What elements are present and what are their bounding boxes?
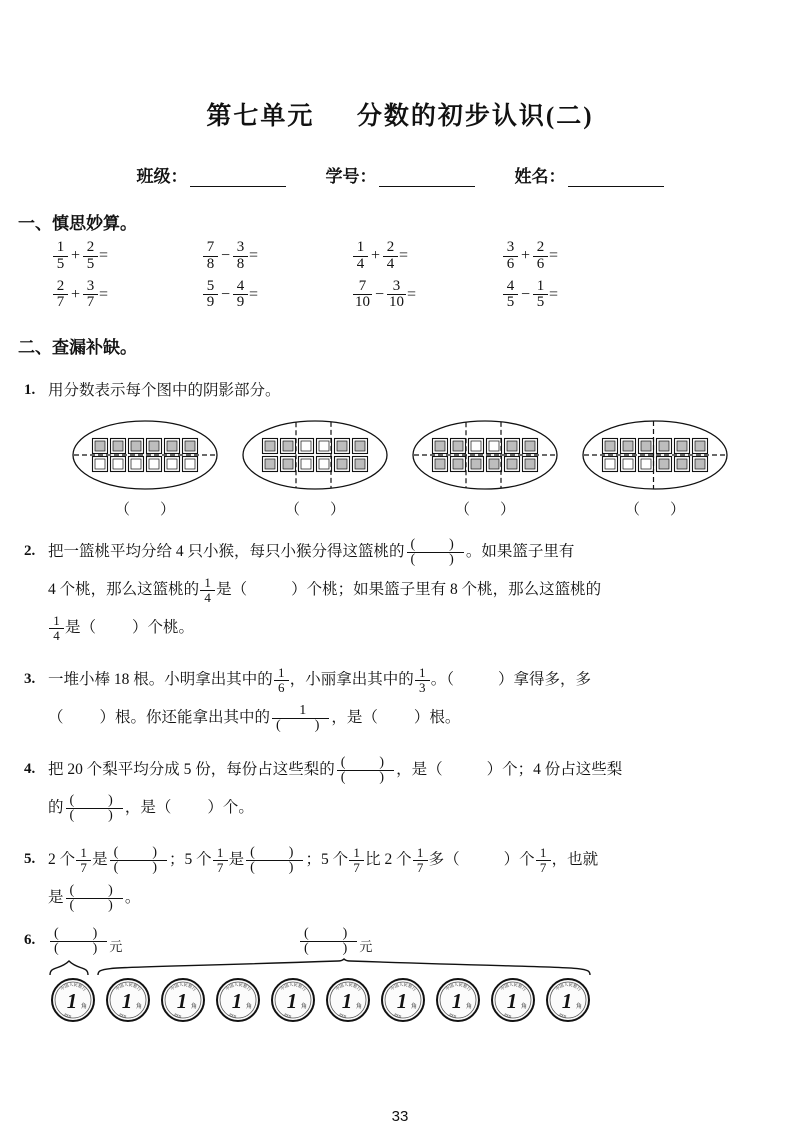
coin-icon [213, 975, 263, 1025]
question-5 [24, 841, 800, 917]
equals-sign: = [99, 247, 109, 265]
section-1-heading: 一、慎思妙算。 [18, 214, 137, 233]
coin-bank-text: 中国人民银行 [499, 981, 528, 992]
coin-bank-text: 中国人民银行 [279, 981, 308, 992]
q5-l1-f: 比 2 个 [365, 850, 412, 868]
fraction-operand-b: $\frac{1}{5}$ [533, 279, 548, 312]
name-field [515, 162, 664, 187]
q5-l2-b: 。 [124, 888, 141, 906]
coin-bank-text: 中国人民银行 [444, 981, 473, 992]
q5-l1-e: ；5 个 [305, 850, 349, 868]
square-shaded [453, 441, 463, 451]
coin-icon [268, 975, 318, 1025]
student-id-input-blank[interactable] [379, 171, 475, 187]
coin-unit-text: 角 [190, 1003, 198, 1010]
ellipse-outline [243, 421, 387, 489]
question-4-number: 4. [24, 760, 36, 777]
fraction-operand-b: $\frac{2}{4}$ [383, 240, 398, 273]
coin-unit-text: 角 [520, 1003, 528, 1010]
question-3-line-2 [48, 699, 800, 737]
square-unshaded [623, 459, 633, 469]
class-input-blank[interactable] [190, 171, 286, 187]
figure-answer-blank[interactable]: （ ） [454, 501, 515, 518]
coin-year-text: 2005 [118, 1012, 127, 1019]
ellipse-diagram [581, 418, 729, 492]
q2-l3-b: ）个桃。 [132, 618, 195, 636]
coin-year-text: 2005 [503, 1012, 512, 1019]
q4-l2-b: ，是（ [124, 798, 172, 816]
q5-l2-a: 是 [48, 888, 64, 906]
q6-braces [48, 957, 800, 975]
coin-icon [103, 975, 153, 1025]
square-shaded [337, 459, 347, 469]
q5-l1-a: 2 个 [48, 850, 76, 868]
coin-bank-text: 中国人民银行 [114, 981, 143, 992]
q3-l1-c: 。（ [430, 670, 455, 688]
square-shaded [659, 459, 669, 469]
q2-l1-b: 。如果篮子里有 [465, 542, 575, 560]
square-unshaded [131, 459, 141, 469]
question-5-number: 5. [24, 850, 36, 867]
question-4 [24, 751, 800, 827]
coin-value-text: 1 [176, 988, 188, 1013]
q4-blank-fraction-2[interactable]: $\frac{( )}{( )}$ [66, 794, 123, 823]
calc-problem[interactable] [352, 240, 502, 273]
q4-l2-c: ）个。 [207, 798, 254, 816]
coin-unit-text: 角 [575, 1003, 583, 1010]
q6-blank-fraction-left[interactable]: $\frac{( )}{( )}$ [50, 927, 107, 956]
coin-icon [323, 975, 373, 1025]
square-shaded [149, 441, 159, 451]
question-2-number: 2. [24, 542, 36, 559]
operator-symbol: + [521, 247, 531, 265]
square-unshaded [95, 459, 105, 469]
equals-sign: = [99, 285, 109, 303]
q5-blank-fraction-1[interactable]: $\frac{( )}{( )}$ [110, 846, 167, 875]
calc-problem[interactable] [52, 240, 202, 273]
operator-symbol: − [521, 285, 531, 303]
calc-problem[interactable] [502, 240, 652, 273]
coin-year-text: 2005 [63, 1012, 72, 1019]
coin-value-text: 1 [121, 988, 133, 1013]
coin-unit-text: 角 [135, 1003, 143, 1010]
q5-blank-fraction-3[interactable]: $\frac{( )}{( )}$ [66, 884, 123, 913]
square-shaded [507, 441, 517, 451]
ellipse-diagram [241, 418, 389, 492]
question-5-line-1 [48, 841, 800, 879]
q6-right-unit: 元 [359, 938, 373, 954]
calc-row [52, 279, 800, 312]
coin-unit-text: 角 [410, 1003, 418, 1010]
shaded-figure-row [0, 418, 800, 519]
coin-unit-text: 角 [80, 1003, 88, 1010]
question-4-line-2 [48, 789, 800, 827]
question-1-text: 用分数表示每个图中的阴影部分。 [48, 382, 281, 399]
coin-value-text: 1 [231, 988, 243, 1013]
coin-unit-text: 角 [355, 1003, 363, 1010]
q3-l2-c: ，是（ [331, 708, 378, 726]
q6-left-unit: 元 [109, 938, 123, 954]
operator-symbol: − [221, 247, 231, 265]
q6-left-label [48, 927, 122, 956]
figure-answer-blank[interactable]: （ ） [284, 501, 345, 518]
square-shaded [283, 441, 293, 451]
question-1-number: 1. [24, 382, 36, 398]
coin-value-text: 1 [396, 988, 408, 1013]
large-brace-icon [98, 959, 590, 975]
square-shaded [283, 459, 293, 469]
q2-l3-a: 是（ [65, 618, 97, 636]
q5-l1-h: ）个 [503, 850, 535, 868]
coin-bank-text: 中国人民银行 [59, 981, 88, 992]
q5-blank-fraction-2[interactable]: $\frac{( )}{( )}$ [246, 846, 303, 875]
page-number: 33 [391, 1108, 409, 1125]
title-topic: 分数的初步认识(二) [356, 103, 594, 130]
q3-blank-denominator-fraction[interactable]: $\frac{1}{( )}$ [272, 704, 329, 733]
square-shaded [695, 459, 705, 469]
q2-blank-fraction[interactable]: $\frac{( )}{( )}$ [407, 538, 464, 567]
operator-symbol: − [375, 285, 385, 303]
square-unshaded [319, 441, 329, 451]
fraction-operand-a: $\frac{1}{5}$ [53, 240, 68, 273]
coin-year-text: 2005 [228, 1012, 237, 1019]
coin-value-text: 1 [451, 988, 463, 1013]
square-unshaded [605, 459, 615, 469]
fraction-operand-b: $\frac{2}{6}$ [533, 240, 548, 273]
square-shaded [659, 441, 669, 451]
brace-group [48, 957, 648, 977]
coin-value-text: 1 [286, 988, 298, 1013]
coin-icon [378, 975, 428, 1025]
fraction-operand-a: $\frac{3}{6}$ [503, 240, 518, 273]
figure-answer-blank[interactable]: （ ） [114, 501, 175, 518]
coin-value-text: 1 [66, 988, 78, 1013]
q3-l2-d: ）根。 [413, 708, 461, 726]
question-6-number: 6. [24, 931, 36, 948]
square-shaded [131, 441, 141, 451]
coin-icon [488, 975, 538, 1025]
calc-row [52, 240, 800, 273]
coin-row [48, 975, 800, 1025]
fraction-operand-b: $\frac{3}{10}$ [389, 277, 405, 311]
square-shaded [677, 441, 687, 451]
square-unshaded [149, 459, 159, 469]
q2-l2-c: ）个桃；如果篮子里有 8 个桃，那么这篮桃的 [291, 580, 602, 598]
square-shaded [489, 459, 499, 469]
square-shaded [435, 459, 445, 469]
square-shaded [265, 459, 275, 469]
q4-l2-a: 的 [48, 798, 64, 816]
coin-value-text: 1 [341, 988, 353, 1013]
operator-symbol: + [71, 247, 81, 265]
fraction-operand-a: $\frac{2}{7}$ [53, 279, 68, 312]
question-3-line-1 [48, 661, 800, 699]
coin-value-text: 1 [506, 988, 518, 1013]
ellipse-diagram [71, 418, 219, 492]
small-brace-icon [50, 961, 88, 975]
fraction-operand-a: $\frac{1}{4}$ [353, 240, 368, 273]
question-3-number: 3. [24, 670, 36, 687]
q3-l1-d: ）拿得多，多 [498, 670, 592, 688]
calculation-problems [0, 240, 800, 311]
question-2 [24, 533, 800, 647]
question-2-line-2 [48, 571, 800, 609]
question-6-labels [48, 925, 800, 957]
square-shaded [265, 441, 275, 451]
q6-right-label [298, 927, 372, 956]
figure-three-fourths [581, 418, 729, 519]
fraction-operand-b: $\frac{3}{7}$ [83, 279, 98, 312]
class-label: 班级： [136, 167, 188, 186]
coin-year-text: 2005 [338, 1012, 347, 1019]
calc-problem[interactable] [352, 279, 502, 312]
q5-fraction-3: $\frac{1}{7}$ [349, 846, 364, 874]
square-shaded [355, 441, 365, 451]
coin-icon [433, 975, 483, 1025]
q6-blank-fraction-right[interactable]: $\frac{( )}{( )}$ [300, 927, 357, 956]
q4-l1-b: ，是（ [396, 760, 443, 778]
square-shaded [605, 441, 615, 451]
student-info-row [0, 162, 800, 187]
figure-answer-blank[interactable]: （ ） [624, 501, 685, 518]
square-shaded [167, 441, 177, 451]
fraction-operand-a: $\frac{4}{5}$ [503, 279, 518, 312]
equals-sign: = [249, 247, 259, 265]
q3-l1-a: 一堆小棒 18 根。小明拿出其中的 [48, 670, 273, 688]
coin-bank-text: 中国人民银行 [389, 981, 418, 992]
question-3 [24, 661, 800, 737]
equals-sign: = [399, 247, 409, 265]
fraction-operand-a: $\frac{7}{10}$ [355, 277, 370, 311]
operator-symbol: + [71, 285, 81, 303]
figure-two-thirds-vertical [241, 418, 389, 519]
square-shaded [525, 441, 535, 451]
q4-l1-a: 把 20 个梨平均分成 5 份，每份占这些梨的 [48, 760, 335, 778]
fraction-operand-b: $\frac{3}{8}$ [233, 240, 248, 273]
question-4-line-1 [48, 751, 800, 789]
equals-sign: = [549, 247, 559, 265]
q5-fraction-5: $\frac{1}{7}$ [536, 846, 551, 874]
square-unshaded [471, 441, 481, 451]
square-shaded [435, 441, 445, 451]
q2-l1-a: 把一篮桃平均分给 4 只小猴，每只小猴分得这篮桃的 [48, 542, 405, 560]
q3-l2-a: （ [48, 708, 64, 726]
class-field [137, 162, 286, 187]
square-shaded [507, 459, 517, 469]
fraction-operand-a: $\frac{5}{9}$ [203, 279, 218, 312]
coin-bank-text: 中国人民银行 [554, 981, 583, 992]
square-shaded [185, 441, 195, 451]
section-2-heading: 二、查漏补缺。 [18, 338, 137, 357]
square-shaded [641, 441, 651, 451]
q5-fraction-2: $\frac{1}{7}$ [213, 846, 228, 874]
q2-fraction-one-fourth: $\frac{1}{4}$ [200, 576, 215, 604]
coin-unit-text: 角 [465, 1003, 473, 1010]
q2-l2-b: 是（ [216, 580, 248, 598]
square-shaded [453, 459, 463, 469]
ellipse-diagram [411, 418, 559, 492]
calc-problem[interactable] [202, 240, 352, 273]
equals-sign: = [549, 285, 559, 303]
q5-l1-c: ；5 个 [168, 850, 212, 868]
q3-fraction-one-third: $\frac{1}{3}$ [415, 666, 430, 694]
coin-icon [543, 975, 593, 1025]
name-label: 姓名： [514, 167, 566, 186]
q5-fraction-4: $\frac{1}{7}$ [413, 846, 428, 874]
q2-fraction-one-fourth-2: $\frac{1}{4}$ [49, 614, 64, 642]
equals-sign: = [249, 285, 259, 303]
coin-value-text: 1 [561, 988, 573, 1013]
square-unshaded [489, 441, 499, 451]
q5-fraction-1: $\frac{1}{7}$ [76, 846, 91, 874]
fraction-operand-b: $\frac{4}{9}$ [233, 279, 248, 312]
q3-l2-b: ）根。你还能拿出其中的 [99, 708, 271, 726]
q5-l1-i: ，也就 [551, 850, 599, 868]
question-5-line-2 [48, 879, 800, 917]
question-1 [24, 372, 800, 410]
calc-problem[interactable] [502, 279, 652, 312]
square-unshaded [185, 459, 195, 469]
coin-year-text: 2005 [558, 1012, 567, 1019]
square-unshaded [301, 441, 311, 451]
question-2-line-1 [48, 533, 800, 571]
coin-icon [158, 975, 208, 1025]
equals-sign: = [407, 285, 417, 303]
calc-problem[interactable] [202, 279, 352, 312]
square-shaded [695, 441, 705, 451]
square-shaded [337, 441, 347, 451]
square-shaded [677, 459, 687, 469]
coin-year-text: 2005 [393, 1012, 402, 1019]
square-shaded [525, 459, 535, 469]
fraction-operand-b: $\frac{2}{5}$ [83, 240, 98, 273]
student-id-label: 学号： [325, 167, 377, 186]
square-shaded [95, 441, 105, 451]
coin-icon [48, 975, 98, 1025]
name-input-blank[interactable] [568, 171, 664, 187]
square-unshaded [113, 459, 123, 469]
operator-symbol: − [221, 285, 231, 303]
coin-unit-text: 角 [300, 1003, 308, 1010]
title-unit: 第七单元 [206, 103, 315, 130]
coin-unit-text: 角 [245, 1003, 253, 1010]
coin-bank-text: 中国人民银行 [334, 981, 363, 992]
student-id-field [326, 162, 475, 187]
q4-blank-fraction-1[interactable]: $\frac{( )}{( )}$ [337, 756, 394, 785]
figure-half-horizontal [71, 418, 219, 519]
square-unshaded [301, 459, 311, 469]
question-6 [24, 925, 800, 1025]
coin-year-text: 2005 [283, 1012, 292, 1019]
coin-year-text: 2005 [448, 1012, 457, 1019]
q5-l1-b: 是 [92, 850, 108, 868]
figure-five-sixths [411, 418, 559, 519]
square-shaded [113, 441, 123, 451]
square-shaded [471, 459, 481, 469]
question-2-line-3 [48, 609, 800, 647]
fraction-operand-a: $\frac{7}{8}$ [203, 240, 218, 273]
square-shaded [355, 459, 365, 469]
coin-year-text: 2005 [173, 1012, 182, 1019]
q5-l1-d: 是 [228, 850, 245, 868]
q2-l2-a: 4 个桃，那么这篮桃的 [48, 580, 200, 598]
square-unshaded [641, 459, 651, 469]
operator-symbol: + [371, 247, 381, 265]
coin-bank-text: 中国人民银行 [169, 981, 198, 992]
calc-problem[interactable] [52, 279, 202, 312]
q3-l1-b: ，小丽拿出其中的 [289, 670, 414, 688]
q4-l1-c: ）个；4 份占这些梨 [486, 760, 623, 778]
square-unshaded [319, 459, 329, 469]
page-title [0, 0, 800, 132]
square-unshaded [167, 459, 177, 469]
coin-bank-text: 中国人民银行 [224, 981, 253, 992]
q5-l1-g: 多（ [428, 850, 460, 868]
q3-fraction-one-sixth: $\frac{1}{6}$ [274, 666, 289, 694]
square-shaded [623, 441, 633, 451]
